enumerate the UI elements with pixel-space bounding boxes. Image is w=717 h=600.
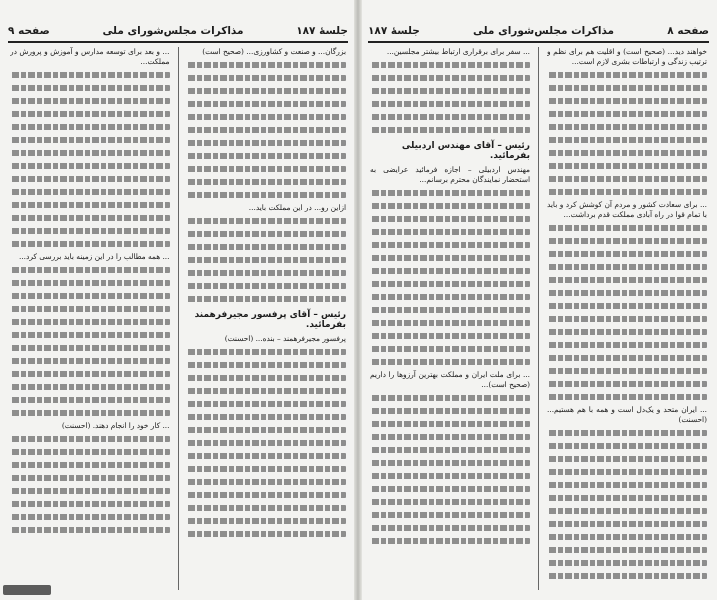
paragraph: ... سفر برای برقراری ارتباط بیشتر مجلسین... xyxy=(386,47,530,56)
session-number: جلسهٔ ۱۸۷ xyxy=(296,25,348,37)
page-header xyxy=(8,22,348,40)
paragraph: ... همه مطالب را در این زمینه باید بررسی کرد... xyxy=(18,252,170,261)
paragraph: مهندس اردبیلی – اجازه فرمائید عرایضی به استحضار نمایندگان محترم برسانم... xyxy=(370,165,530,184)
page-header xyxy=(368,22,709,40)
column-left xyxy=(10,47,170,590)
page-8 xyxy=(360,0,717,600)
text-columns xyxy=(370,47,707,590)
column-right xyxy=(187,47,347,590)
header-rule xyxy=(8,41,348,43)
speaker-heading: رئیس – آقای پرفسور مجیرفرهمند بفرمائید. xyxy=(194,310,346,330)
paragraph: پرفسور مجیرفرهمند – بنده... (احسنت) xyxy=(224,334,346,343)
page-9 xyxy=(0,0,356,600)
paragraph: بزرگان... و صنعت و کشاورزی... (صحیح است) xyxy=(202,47,346,56)
paragraph: ... برای سعادت کشور و مردم آن کوشش کرد و باید با تمام قوا در راه آبادی مملکت قدم برداشت... xyxy=(547,200,707,219)
paragraph: ... و بعد برای توسعه مدارس و آموزش و پرورش در مملکت... xyxy=(10,47,170,66)
paragraph: ازاین رو... در این مملکت باید... xyxy=(248,203,346,212)
document-title: مذاکرات مجلس‌شورای ملی xyxy=(102,25,244,37)
header-rule xyxy=(368,41,709,43)
session-number: جلسهٔ ۱۸۷ xyxy=(368,25,420,37)
column-left xyxy=(370,47,530,590)
scan-artifact xyxy=(3,585,51,595)
document-title: مذاکرات مجلس‌شورای ملی xyxy=(473,25,615,37)
paragraph: ... برای ملت ایران و مملکت بهترین آرزوها را داریم (صحیح است)... xyxy=(370,370,530,389)
column-divider xyxy=(538,47,539,590)
page-number: صفحه ۸ xyxy=(667,25,709,37)
paragraph: خواهند دید... (صحیح است) و اقلیت هم برای نظم و ترتیب زندگی و ارتباطات بشری لازم است... xyxy=(547,47,707,66)
column-right xyxy=(547,47,707,590)
page-number: صفحه ۹ xyxy=(8,25,50,37)
paragraph: ... کار خود را انجام دهند. (احسنت) xyxy=(61,421,170,430)
speaker-heading: رئیس – آقای مهندس اردبیلی بفرمائید. xyxy=(401,141,530,161)
column-divider xyxy=(178,47,179,590)
text-columns xyxy=(10,47,346,590)
paragraph: ... ایران متحد و یک‌دل است و همه با هم هستیم... (احسنت) xyxy=(547,405,707,424)
